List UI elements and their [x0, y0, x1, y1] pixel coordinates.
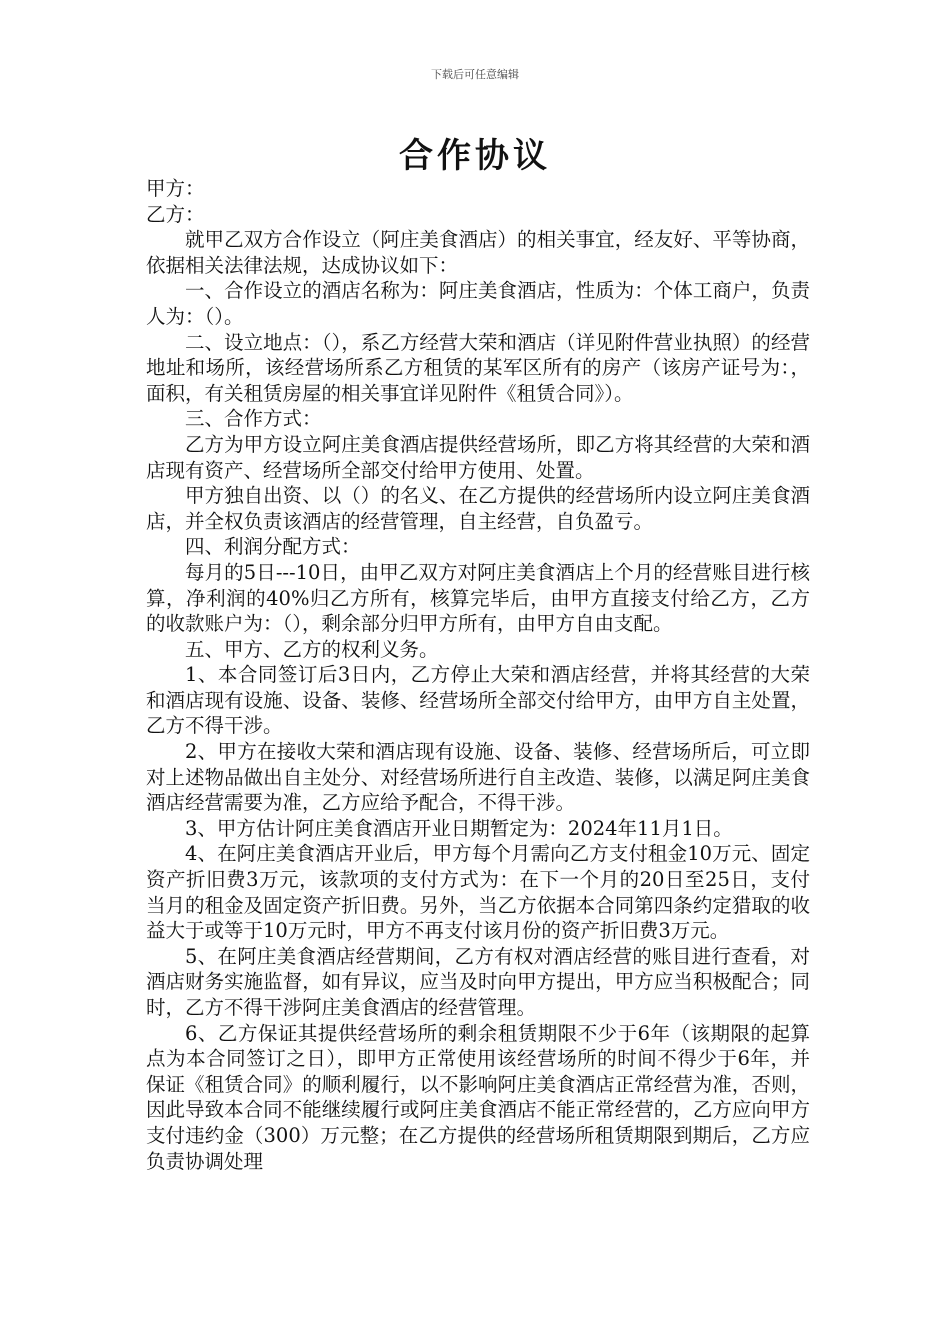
paragraph: 一、合作设立的酒店名称为：阿庄美食酒店，性质为：个体工商户，负责人为：（）。 — [146, 279, 810, 328]
paragraph: 三、合作方式： — [185, 407, 322, 431]
paragraph: 2、甲方在接收大荣和酒店现有设施、设备、装修、经营场所后，可立即对上述物品做出自主处分、对经营场所进行自主改造、装修，以满足阿庄美食酒店经营需要为准，乙方应给予配合，不得干涉。 — [146, 740, 810, 815]
paragraph: 甲方独自出资、以（）的名义、在乙方提供的经营场所内设立阿庄美食酒店，并全权负责该酒店的经营管理，自主经营，自负盈亏。 — [146, 484, 810, 533]
paragraph: 甲方： — [146, 177, 205, 200]
paragraph: 四、利润分配方式： — [185, 535, 361, 559]
paragraph: 乙方： — [146, 202, 205, 226]
paragraph: 3、甲方估计阿庄美食酒店开业日期暂定为：2024年11月1日。 — [185, 816, 733, 840]
paragraph: 5、在阿庄美食酒店经营期间，乙方有权对酒店经营的账目进行查看，对酒店财务实施监督，如有异议，应当及时向甲方提出，甲方应当积极配合；同时，乙方不得干涉阿庄美食酒店的经营管理。 — [146, 944, 810, 1019]
paragraph: 二、设立地点：（），系乙方经营大荣和酒店（详见附件营业执照）的经营地址和场所，该经营场所系乙方租赁的某军区所有的房产（该房产证号为：，面积，有关租赁房屋的相关事宜详见附件《租赁合同》）。 — [146, 330, 810, 405]
paragraph: 乙方为甲方设立阿庄美食酒店提供经营场所，即乙方将其经营的大荣和酒店现有资产、经营场所全部交付给甲方使用、处置。 — [146, 432, 810, 482]
paragraph: 6、乙方保证其提供经营场所的剩余租赁期限不少于6年（该期限的起算点为本合同签订之日），即甲方正常使用该经营场所的时间不得少于6年，并保证《租赁合同》的顺利履行，以不影响阿庄美食酒店正常经营为准，否则，因此导致本合同不能继续履行或阿庄美食酒店不能正常经营的，乙方应向甲方支付违约金（300）万元整；在乙方提供的经营场所租赁期限到期后，乙方应负责协调处理 — [146, 1021, 810, 1173]
paragraph: 1、本合同签订后3日内，乙方停止大荣和酒店经营，并将其经营的大荣和酒店现有设施、设备、装修、经营场所全部交付给甲方，由甲方自主处置，乙方不得干涉。 — [146, 663, 810, 738]
paragraph: 每月的5日---10日，由甲乙双方对阿庄美食酒店上个月的经营账目进行核算，净利润的40%归乙方所有，核算完毕后，由甲方直接支付给乙方，乙方的收款账户为：（），剩余部分归甲方所有，由甲方自由支配。 — [146, 560, 810, 636]
paragraph: 五、甲方、乙方的权利义务。 — [185, 637, 439, 661]
header-note: 下载后可任意编辑 — [431, 68, 519, 81]
paragraph: 就甲乙双方合作设立（阿庄美食酒店）的相关事宜，经友好、平等协商，依据相关法律法规，达成协议如下： — [146, 228, 810, 277]
document-body — [146, 176, 810, 1174]
document-title: 合作协议 — [399, 136, 551, 176]
paragraph: 4、在阿庄美食酒店开业后，甲方每个月需向乙方支付租金10万元、固定资产折旧费3万元，该款项的支付方式为：在下一个月的20日至25日，支付当月的租金及固定资产折旧费。另外，当乙方依据本合同第四条约定猎取的收益大于或等于10万元时，甲方不再支付该月份的资产折旧费3万元。 — [146, 842, 810, 943]
